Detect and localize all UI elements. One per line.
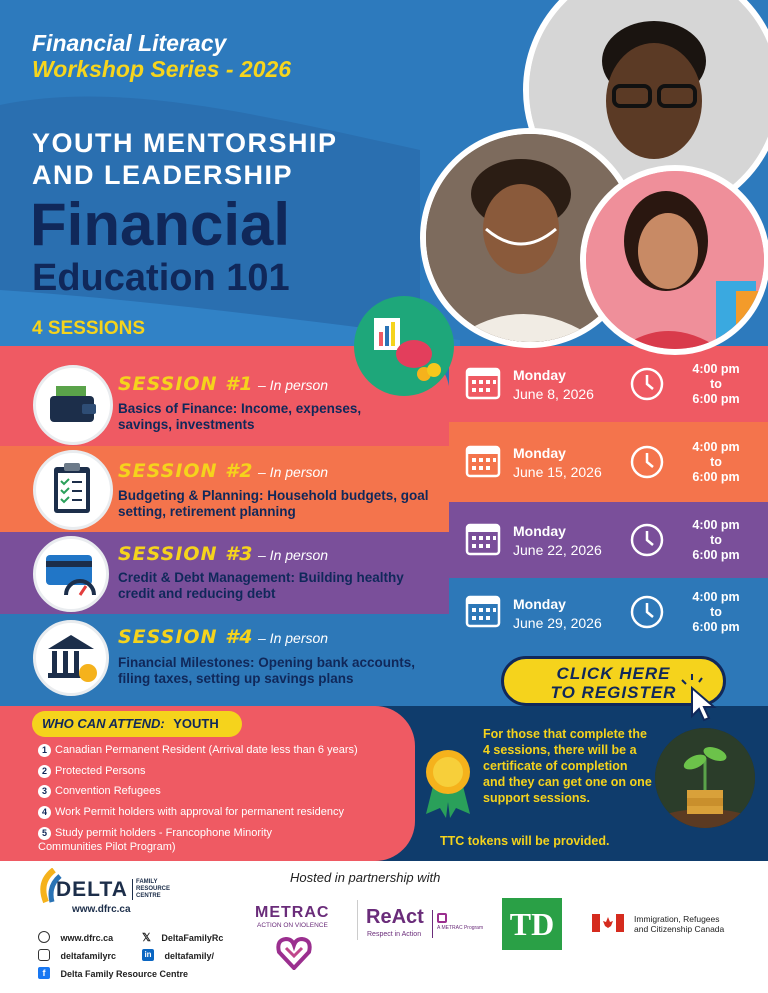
metrac-heart-icon	[276, 936, 312, 970]
ircc-line2: and Citizenship Canada	[634, 924, 725, 934]
session-3-schedule	[449, 508, 768, 582]
sessions-count: 4 SESSIONS	[32, 318, 145, 339]
ircc-line1: Immigration, Refugees	[634, 914, 720, 924]
session-4-schedule	[449, 580, 768, 654]
session-4-time-end: 6:00 pm	[692, 620, 740, 634]
session-3-icon-circle	[33, 536, 109, 612]
session-2-time	[681, 440, 751, 485]
clock-icon	[629, 366, 665, 402]
session-2-date: June 15, 2026	[513, 464, 602, 480]
wallet-icon	[36, 368, 110, 442]
instagram-text: deltafamilyrc	[60, 951, 116, 961]
attend-item-3-text: Convention Refugees	[55, 785, 161, 797]
finance-illustration	[354, 296, 454, 396]
series-title-line1: Financial Literacy	[32, 30, 227, 56]
session-1-day: Monday	[513, 367, 566, 383]
metrac-subtext: ACTION ON VIOLENCE	[257, 922, 328, 929]
react-logo-text: ReAct	[366, 906, 424, 928]
react-divider	[432, 910, 433, 938]
website-link[interactable]	[38, 928, 113, 946]
calendar-icon	[465, 442, 501, 478]
linkedin-icon: in	[142, 949, 154, 961]
attend-item-2-text: Protected Persons	[55, 765, 146, 777]
session-4-mode: – In person	[258, 630, 329, 646]
canada-flag-icon	[592, 914, 624, 932]
session-4-date: June 29, 2026	[513, 615, 602, 631]
plant-coins-icon	[655, 728, 755, 828]
calendar-icon	[465, 592, 501, 628]
number-1-icon: 1	[38, 744, 51, 757]
session-2-time-end: 6:00 pm	[692, 470, 740, 484]
title-education-101: Education 101	[32, 257, 290, 299]
session-1-label: SESSION #1	[118, 373, 254, 395]
attend-heading: WHO CAN ATTEND:	[42, 716, 165, 731]
session-1-date: June 8, 2026	[513, 386, 594, 402]
who-can-attend-pill	[32, 711, 242, 737]
attend-audience: YOUTH	[173, 716, 219, 731]
session-4-heading	[118, 626, 328, 648]
attend-item-5	[38, 826, 338, 854]
session-1-time-start: 4:00 pm	[692, 362, 740, 376]
clipboard-icon	[36, 453, 110, 527]
linkedin-link[interactable]	[142, 946, 214, 964]
girl-shopping-illustration	[586, 171, 768, 355]
session-3-time-end: 6:00 pm	[692, 548, 740, 562]
cursor-pointer-icon	[668, 668, 728, 723]
facebook-text: Delta Family Resource Centre	[60, 969, 188, 979]
session-2-day: Monday	[513, 445, 566, 461]
session-2-description: Budgeting & Planning: Household budgets, goal setting, retirement planning	[118, 488, 429, 519]
attend-item-1-text: Canadian Permanent Resident (Arrival date less than 6 years)	[55, 744, 358, 756]
session-2-label: SESSION #2	[118, 460, 254, 482]
session-4-time	[681, 590, 751, 635]
attend-item-1	[38, 743, 358, 757]
hosted-in-partnership: Hosted in partnership with	[290, 870, 441, 885]
calendar-icon	[465, 364, 501, 400]
delta-logo-text: DELTA	[56, 878, 128, 901]
td-logo-text: TD	[509, 906, 555, 942]
series-title-line2: Workshop Series - 2026	[32, 56, 292, 82]
twitter-link[interactable]	[142, 928, 223, 946]
session-4-description: Financial Milestones: Opening bank accounts, filing taxes, setting up savings plans	[118, 655, 416, 686]
linkedin-text: deltafamily/	[164, 951, 214, 961]
session-1-time	[681, 362, 751, 407]
session-3-date: June 22, 2026	[513, 542, 602, 558]
number-3-icon: 3	[38, 785, 51, 798]
facebook-link[interactable]	[38, 964, 188, 982]
session-2-schedule	[449, 430, 768, 504]
session-3-label: SESSION #3	[118, 543, 254, 565]
clock-icon	[629, 594, 665, 630]
td-logo	[502, 898, 562, 950]
attend-item-4-text: Work Permit holders with approval for permanent residency	[55, 806, 344, 818]
session-2-heading	[118, 460, 328, 482]
session-2-time-to: to	[710, 455, 722, 469]
delta-logo-subtext	[132, 879, 170, 900]
attend-item-3	[38, 784, 161, 798]
session-1-mode: – In person	[258, 377, 329, 393]
number-5-icon: 5	[38, 827, 51, 840]
session-1-time-end: 6:00 pm	[692, 392, 740, 406]
social-links	[38, 928, 268, 988]
delta-sub-resource: RESOURCE	[136, 886, 171, 892]
instagram-icon	[38, 949, 50, 961]
delta-website-small[interactable]: www.dfrc.ca	[72, 904, 131, 915]
clock-icon	[629, 522, 665, 558]
facebook-icon: f	[38, 967, 50, 979]
react-subtext: Respect in Action	[367, 931, 422, 938]
session-1-icon-circle	[33, 365, 113, 445]
session-4-icon-circle	[33, 620, 109, 696]
session-3-time	[681, 518, 751, 563]
session-1-schedule	[449, 352, 768, 426]
session-4-time-to: to	[710, 605, 722, 619]
session-1-heading	[118, 373, 328, 395]
delta-sub-centre: CENTRE	[136, 893, 161, 899]
ircc-text	[634, 914, 724, 934]
react-program-text: A METRAC Program	[437, 925, 484, 931]
session-2-time-start: 4:00 pm	[692, 440, 740, 454]
session-4-time-start: 4:00 pm	[692, 590, 740, 604]
finance-chart-icon	[354, 296, 454, 396]
award-medal-icon	[420, 746, 476, 818]
session-3-time-to: to	[710, 533, 722, 547]
session-3-description: Credit & Debt Management: Building healthy credit and reducing debt	[118, 570, 404, 601]
title-line2: AND LEADERSHIP	[32, 160, 294, 190]
website-text: www.dfrc.ca	[60, 933, 114, 943]
instagram-link[interactable]	[38, 946, 116, 964]
savings-plant-illustration	[655, 728, 755, 828]
session-3-heading	[118, 543, 328, 565]
session-3-time-start: 4:00 pm	[692, 518, 740, 532]
session-1-time-to: to	[710, 377, 722, 391]
session-4-day: Monday	[513, 596, 566, 612]
title-financial: Financial	[30, 191, 291, 258]
session-3-day: Monday	[513, 523, 566, 539]
title-line1: YOUTH MENTORSHIP	[32, 128, 338, 158]
session-2-icon-circle	[33, 450, 113, 530]
session-2-mode: – In person	[258, 464, 329, 480]
ttc-tokens-text: TTC tokens will be provided.	[440, 834, 610, 848]
number-4-icon: 4	[38, 806, 51, 819]
clock-icon	[629, 444, 665, 480]
number-2-icon: 2	[38, 765, 51, 778]
x-twitter-icon: 𝕏	[142, 932, 151, 944]
partner-divider	[357, 900, 358, 940]
attend-item-2	[38, 764, 146, 778]
credit-card-icon	[36, 539, 106, 609]
globe-icon	[38, 931, 50, 943]
delta-sub-family: FAMILY	[136, 879, 158, 885]
session-1-description: Basics of Finance: Income, expenses, savings, investments	[118, 401, 362, 432]
react-program-icon	[437, 913, 447, 923]
attend-item-5-text: Study permit holders - Francophone Minority Communities Pilot Program)	[38, 827, 273, 853]
twitter-text: DeltaFamilyRc	[161, 933, 224, 943]
register-line2: TO REGISTER	[550, 683, 677, 702]
attend-item-4	[38, 805, 344, 819]
register-line1: CLICK HERE	[556, 664, 671, 683]
calendar-icon	[465, 520, 501, 556]
photo-girl-shopping	[580, 165, 768, 355]
metrac-logo-text: METRAC	[255, 904, 330, 921]
session-4-label: SESSION #4	[118, 626, 254, 648]
bank-icon	[36, 623, 106, 693]
certificate-text: For those that complete the 4 sessions, there will be a certificate of completion and they can get one on one support sessions.	[483, 727, 652, 805]
session-3-mode: – In person	[258, 547, 329, 563]
